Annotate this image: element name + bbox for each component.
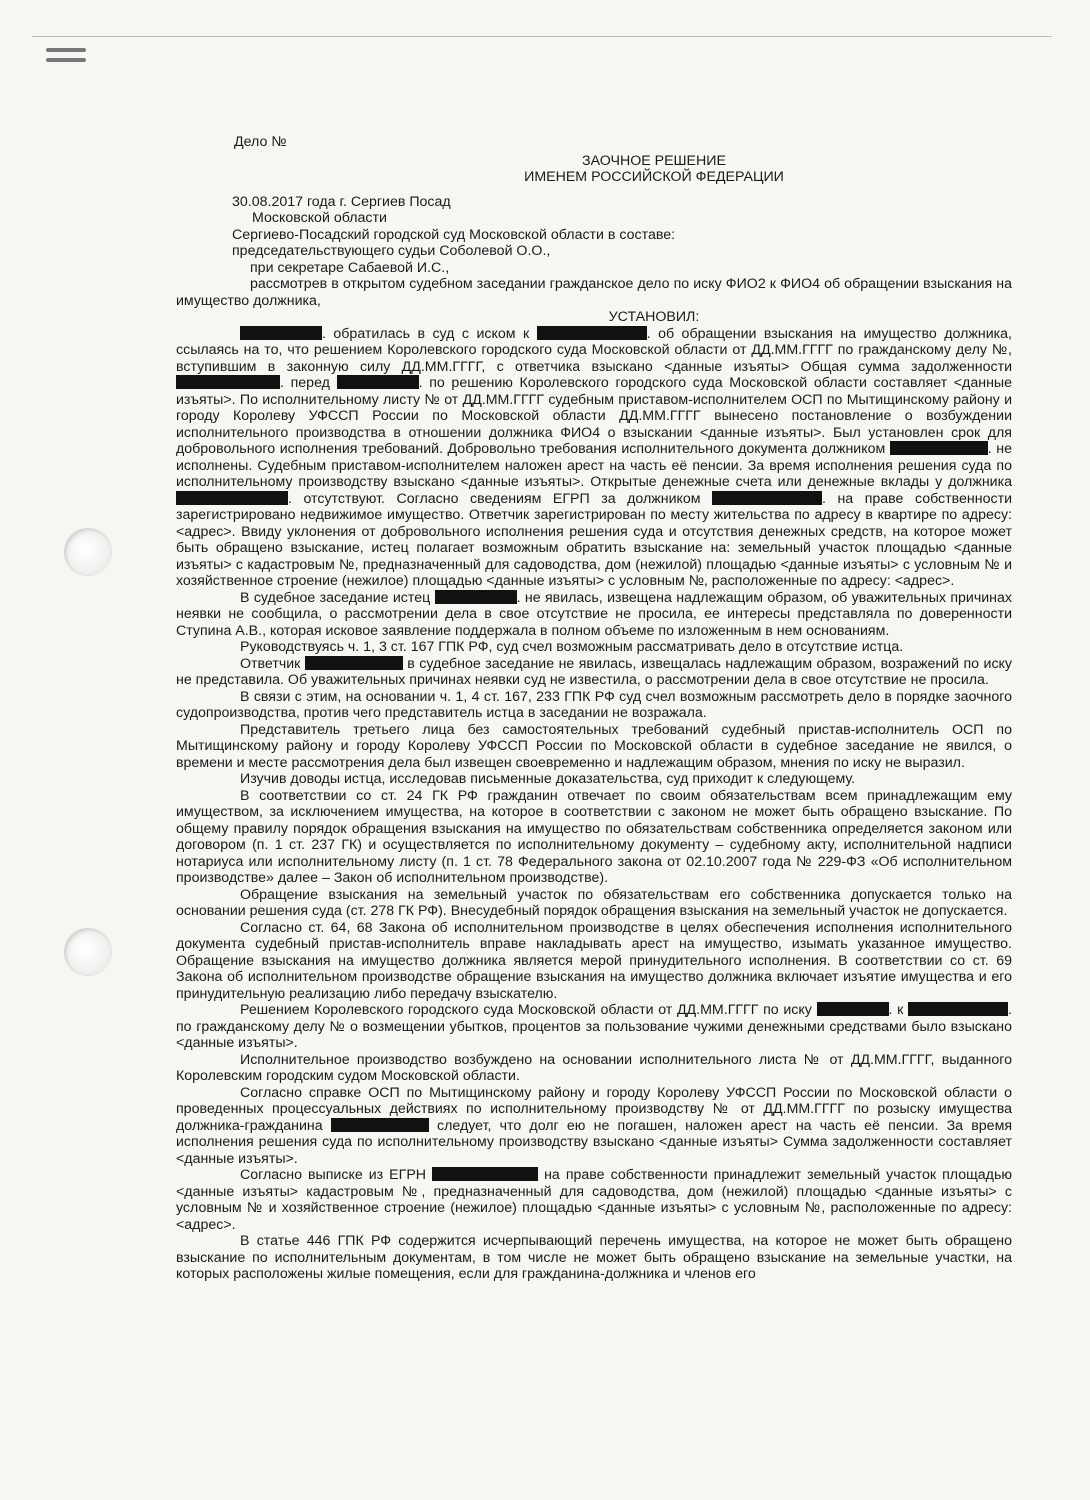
document-body bbox=[176, 134, 1012, 1283]
paragraph-court-finds: Изучив доводы истца, исследовав письменные доказательства, суд приходит к следующему. bbox=[240, 771, 856, 787]
court-name: Сергиево-Посадский городской суд Московской области в составе: bbox=[232, 226, 676, 243]
paragraph-claim: . обратилась в суд с иском к . об обращении взыскания на имущество должника, ссылаясь на то, что решением Королевского городского суда Московской области от ДД.ММ.ГГГГ по гражданскому делу №, вступившим в законную силу ДД.ММ.ГГГГ, с ответчика взыскано <данные изъяты> Общая сумма задолженности . перед . по решению Королевского городского суда Московской области составляет <данные изъяты>. По исполнительному листу № от ДД.ММ.ГГГГ судебным приставом-исполнителем ОСП по Мытищинскому району и городу Королеву УФССП России по Московской области ДД.ММ.ГГГГ вынесено постановление о возбуждении исполнительного производства в отношении должника ФИО4 о взыскании <данные изъяты>. Был установлен срок для добровольного исполнения требований. Добровольно требования исполнительного документа должником . не исполнены. Судебным приставом-исполнителем наложен арест на часть её пенсии. За время исполнения решения суда по исполнительному производству взыскано <данные изъяты>. Открытые денежные счета или денежные вклады у должника . отсутствуют. Согласно сведениям ЕГРП за должником . на праве собственности зарегистрировано недвижимое имущество. Ответчик зарегистрирован по месту жительства по адресу в квартире по адресу: <адрес>. Ввиду уклонения от добровольного исполнения решения суда и отсутствия денежных средств, на которое может быть обращено взыскание, истец полагает возможным обратить взыскание на: земельный участок площадью <данные изъяты> с кадастровым №, предназначенный для садоводства, дом (нежилой) площадью <данные изъяты> с условным № и хозяйственное строение (нежилое) площадью <данные изъяты> с условным №, расположенные по адресу: <адрес>. bbox=[176, 325, 1012, 589]
paragraph-article-446: В статье 446 ГПК РФ содержится исчерпывающий перечень имущества, на которое не может быть обращено взыскание по исполнительным документам, в том числе не может быть обращено взыскание на земельные участки, на которых расположены жилые помещения, если для гражданина-должника и членов его bbox=[176, 1233, 1012, 1282]
case-number: Дело № bbox=[234, 134, 287, 150]
considered-line: рассмотрев в открытом судебном заседании гражданское дело по иску ФИО2 к ФИО4 об обращении взыскания на имущество должника, bbox=[176, 276, 1012, 309]
document-subtitle: ИМЕНЕМ РОССИЙСКОЙ ФЕДЕРАЦИИ bbox=[524, 169, 784, 185]
redaction-bar bbox=[817, 1002, 889, 1016]
redaction-bar bbox=[908, 1002, 1008, 1016]
established-heading: УСТАНОВИЛ: bbox=[608, 309, 700, 325]
redaction-bar bbox=[337, 375, 419, 389]
paragraph-defendant-absent: Ответчик в судебное заседание не явилась, извещалась надлежащим образом, возражений по иску не представила. Об уважительных причинах неявки суд не известила, о рассмотрении дела в свое отсутствие не просила. bbox=[176, 655, 1013, 688]
redaction-bar bbox=[331, 1118, 429, 1132]
staple-mark bbox=[46, 58, 86, 62]
paragraph-land-plot: Обращение взыскания на земельный участок по обязательствам его собственника допускается только на основании решения суда (ст. 278 ГК РФ). Внесудебный порядок обращения взыскания на земельный участок не допускается. bbox=[176, 886, 1012, 919]
paragraph-plaintiff-absent: В судебное заседание истец . не явилась, извещена надлежащим образом, об уважительных причинах неявки не сообщила, о рассмотрении дела в свое отсутствие не просила, ее интересы представляла по доверенности Ступина А.В., которая исковое заявление поддержала в полном объеме по изложенным в нем основаниям. bbox=[176, 589, 1012, 639]
top-edge-line bbox=[32, 36, 1052, 37]
date-place: 30.08.2017 года г. Сергиев Посад bbox=[232, 193, 451, 210]
document-title: ЗАОЧНОЕ РЕШЕНИЕ bbox=[582, 152, 726, 169]
paragraph-third-party: Представитель третьего лица без самостоятельных требований судебный пристав-исполнитель ОСП по Мытищинскому району и городу Королеву УФССП России по Московской области в судебное заседание не явился, о времени и месте рассмотрения дела был извещен своевременно и надлежащим образом, мнения по иску не выразил. bbox=[176, 721, 1012, 771]
paragraph-default-procedure: В связи с этим, на основании ч. 1, 4 ст. 167, 233 ГПК РФ суд счел возможным рассмотреть дело в порядке заочного судопроизводства, против чего представитель истца в заседании не возражала. bbox=[176, 688, 1012, 721]
redaction-bar bbox=[176, 491, 288, 505]
region: Московской области bbox=[252, 210, 387, 226]
paragraph-osp-certificate: Согласно справке ОСП по Мытищинскому району и городу Королеву УФССП России по Московской области о проведенных процессуальных действиях по исполнительному производству № от ДД.ММ.ГГГГ по розыску имущества должника-гражданина следует, что долг ею не погашен, наложен арест на часть её пенсии. За время исполнения решения суда по исполнительному производству взыскано <данные изъяты> Сумма задолженности составляет <данные изъяты>. bbox=[176, 1084, 1012, 1167]
redaction-bar bbox=[435, 590, 517, 604]
redaction-bar bbox=[432, 1167, 538, 1181]
redaction-bar bbox=[890, 441, 988, 455]
redaction-bar bbox=[712, 491, 822, 505]
paragraph-article-24: В соответствии со ст. 24 ГК РФ гражданин отвечает по своим обязательствам всем принадлежащим ему имуществом, за исключением имущества, на которое в соответствии с законом не может быть обращено взыскание. По общему правилу порядок обращения взыскания на имущество по обязательствам собственника определяется законом или договором (п. 1 ст. 237 ГК) и осуществляется по исполнительному документу – судебному акту, исполнительной надписи нотариуса или исполнительному листу (п. 1 ст. 78 Федерального закона от 02.10.2007 года № 229-ФЗ «Об исполнительном производстве» далее – Закон об исполнительном производстве). bbox=[176, 787, 1012, 886]
paragraph-egrn-extract: Согласно выписке из ЕГРН на праве собственности принадлежит земельный участок площадью <данные изъяты> кадастровым №, предназначенный для садоводства, дом (нежилой) площадью <данные изъяты> с условным № и хозяйственное строение (нежилое) площадью <данные изъяты> с условным №, расположенные по адресу: <адрес>. bbox=[176, 1167, 1012, 1233]
staple-mark bbox=[46, 48, 86, 52]
redaction-bar bbox=[537, 326, 647, 340]
punch-hole bbox=[64, 528, 112, 576]
judge-line: председательствующего судьи Соболевой О.О., bbox=[232, 243, 551, 259]
paragraph-korolev-decision: Решением Королевского городского суда Московской области от ДД.ММ.ГГГГ по иску . к . по гражданскому делу № о возмещении убытков, процентов за пользование чужими денежными средствами было взыскано <данные изъяты>. bbox=[176, 1002, 1012, 1051]
paragraph-articles-64-68: Согласно ст. 64, 68 Закона об исполнительном производстве в целях обеспечения исполнения исполнительного документа судебный пристав-исполнитель вправе накладывать арест на имущество, изымать указанное имущество. Обращение взыскания на имущество должника является мерой принудительного исполнения. В соответствии со ст. 69 Закона об исполнительном производстве обращение взыскания на имущество должника включает изъятие имущества и его принудительную реализацию либо передачу взыскателю. bbox=[176, 919, 1012, 1002]
paragraph-article-167: Руководствуясь ч. 1, 3 ст. 167 ГПК РФ, суд счел возможным рассматривать дело в отсутствие истца. bbox=[240, 639, 904, 655]
redaction-bar bbox=[305, 656, 403, 670]
paragraph-enforcement: Исполнительное производство возбуждено на основании исполнительного листа № от ДД.ММ.ГГГГ, выданного Королевским городским судом Московской области. bbox=[176, 1051, 1012, 1084]
punch-hole bbox=[64, 928, 112, 976]
redaction-bar bbox=[240, 326, 322, 340]
redaction-bar bbox=[176, 375, 280, 389]
secretary-line: при секретаре Сабаевой И.С., bbox=[250, 259, 450, 276]
